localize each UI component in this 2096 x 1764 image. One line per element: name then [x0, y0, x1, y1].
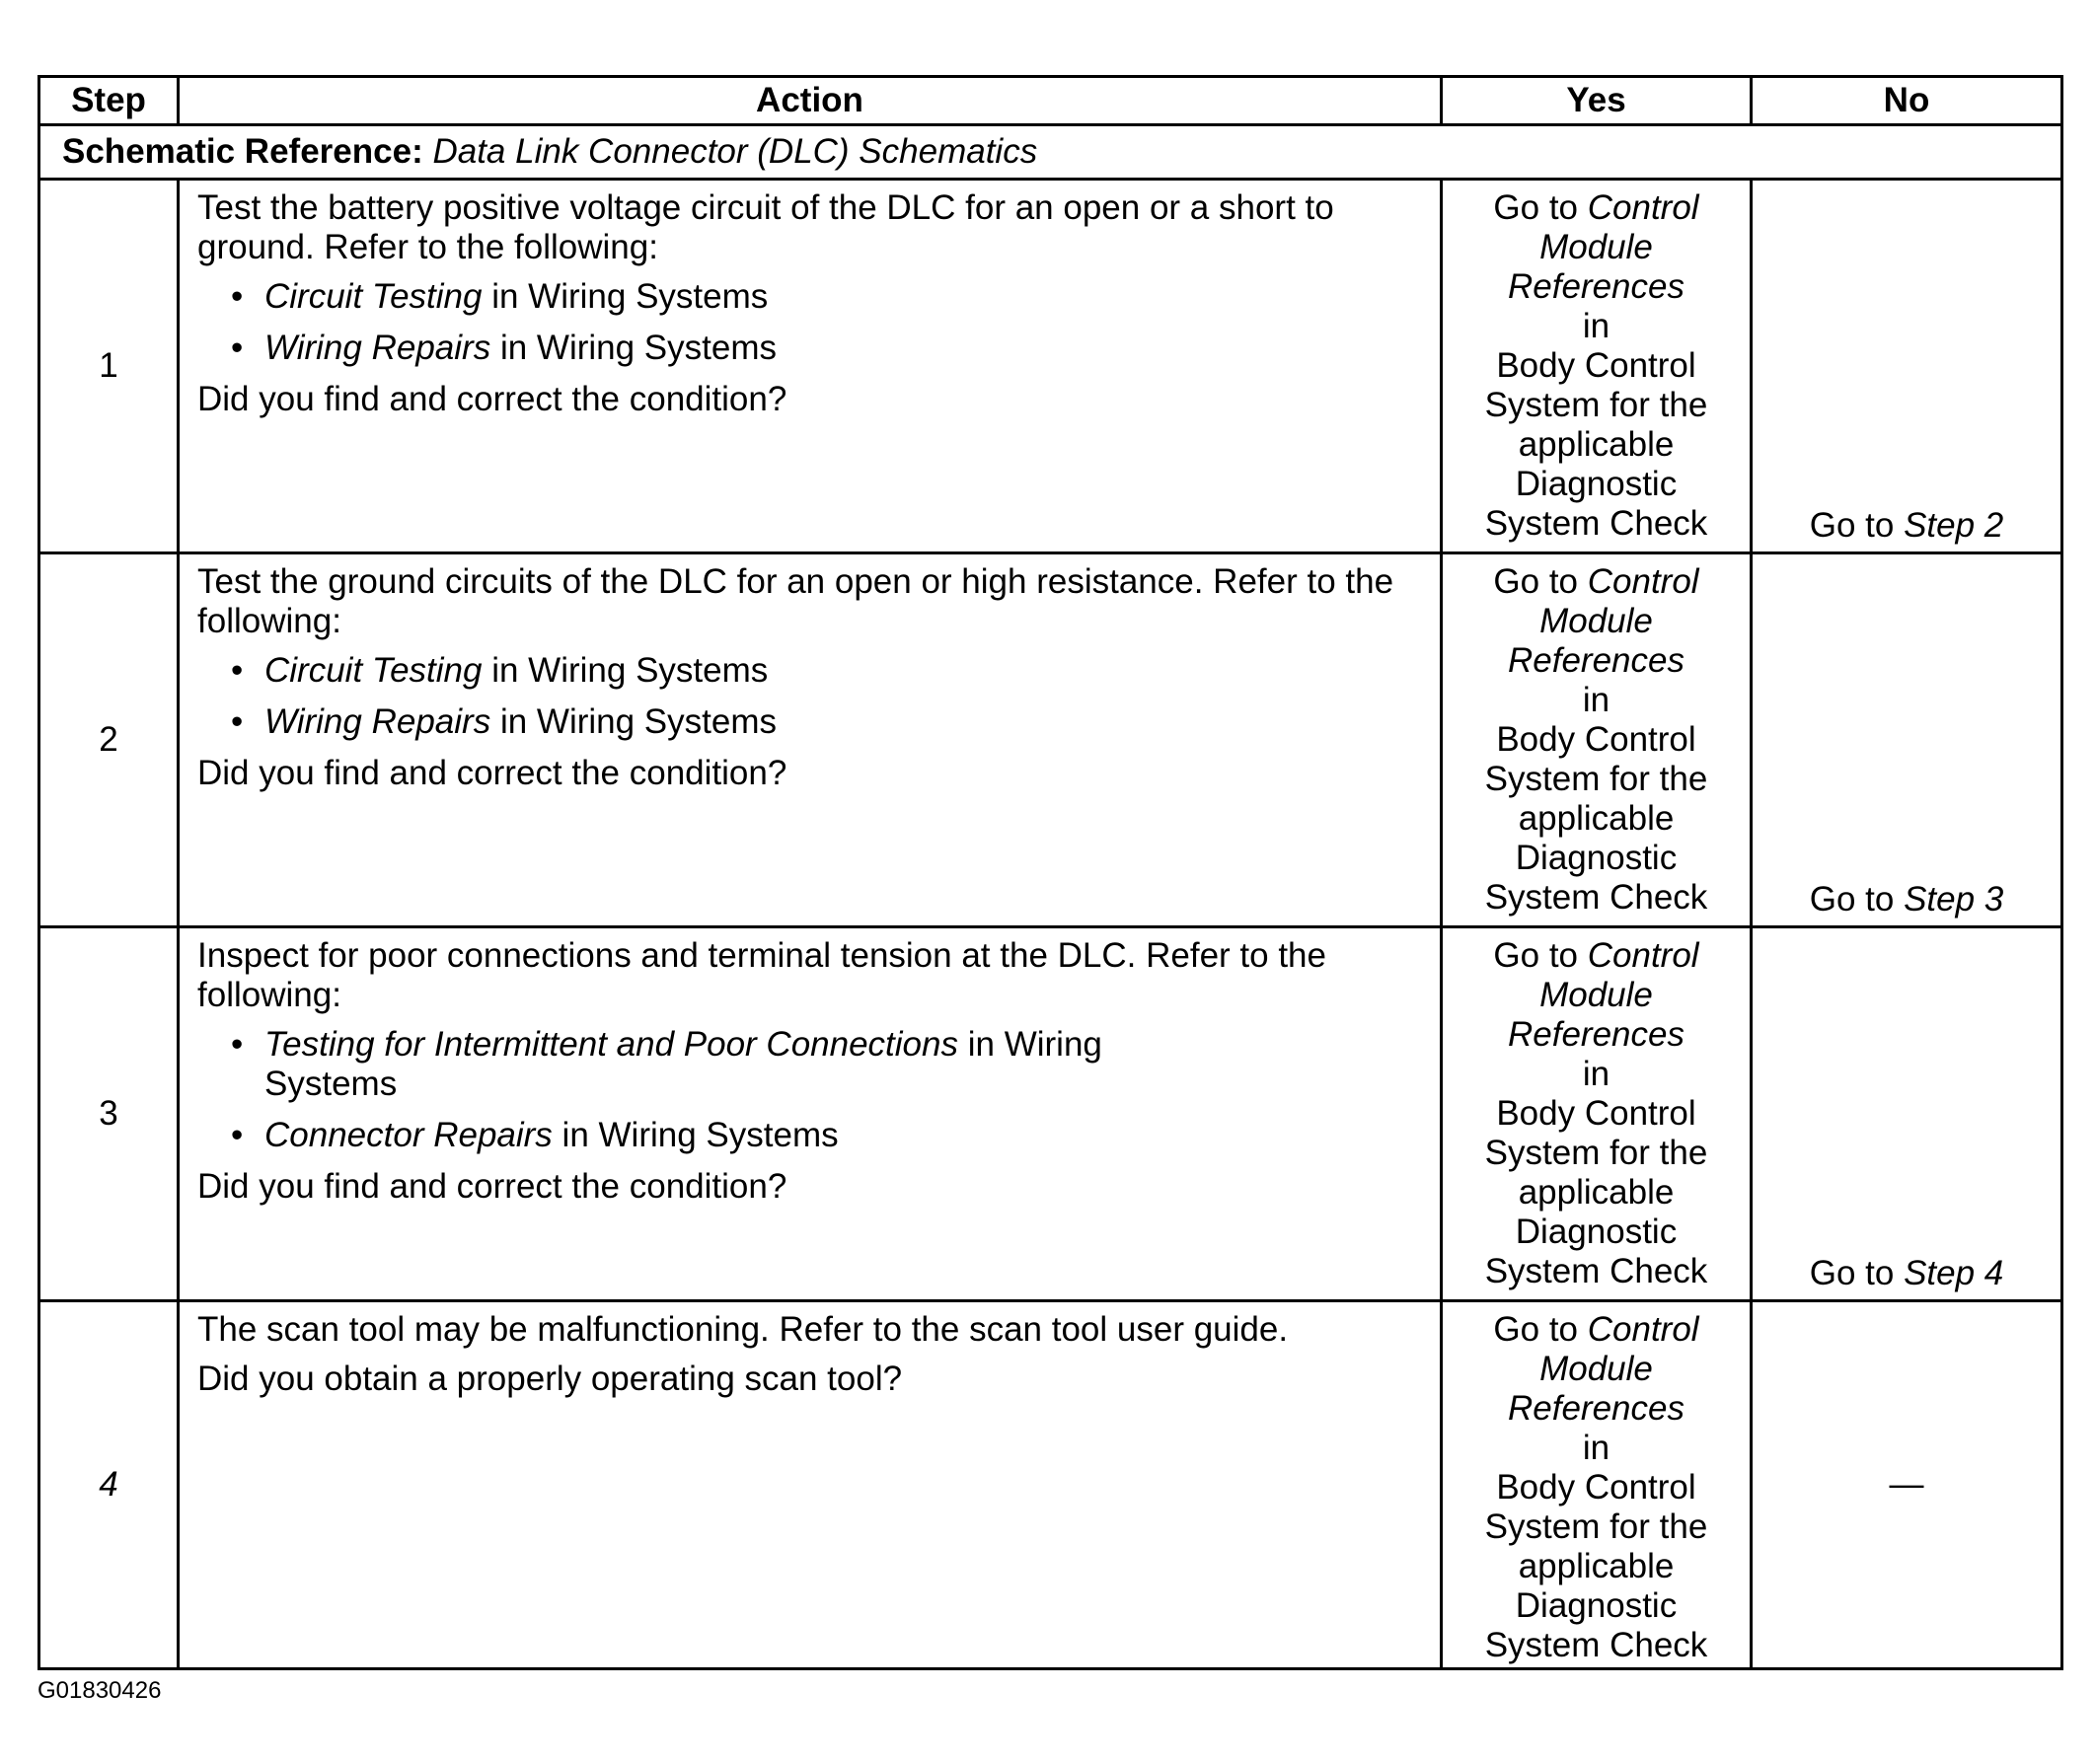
yes-cell	[1442, 927, 1752, 1301]
no-step-link: Step 2	[1904, 506, 2004, 545]
reference-location: in Wiring Systems	[499, 702, 777, 741]
no-cell	[1752, 180, 2062, 553]
yes-in: in	[1582, 1429, 1610, 1467]
reference-title: Testing for Intermittent and Poor Connections	[264, 1025, 958, 1064]
yes-diagnostic: Diagnostic	[1515, 839, 1678, 877]
reference-title: Connector Repairs	[264, 1116, 553, 1154]
header-action: Action	[179, 77, 1442, 125]
yes-system-check: System Check	[1484, 1626, 1708, 1664]
yes-control: Control	[1587, 188, 1699, 227]
yes-module: Module	[1539, 228, 1653, 266]
reference-item	[264, 1025, 1153, 1104]
yes-in: in	[1582, 681, 1610, 719]
yes-go-to: Go to	[1493, 562, 1579, 601]
yes-system-check: System Check	[1484, 504, 1708, 543]
diagnostic-table	[37, 75, 2063, 1670]
yes-body-control: Body Control	[1496, 720, 1696, 759]
header-yes: Yes	[1442, 77, 1752, 125]
yes-module: Module	[1539, 602, 1653, 640]
reference-item	[264, 651, 1420, 691]
yes-system-for-the: System for the	[1484, 760, 1708, 798]
yes-body-control: Body Control	[1496, 1094, 1696, 1133]
action-intro: The scan tool may be malfunctioning. Refer to the scan tool user guide.	[197, 1310, 1289, 1349]
schematic-reference-document: Data Link Connector (DLC) Schematics	[432, 132, 1038, 171]
yes-control: Control	[1587, 1310, 1699, 1349]
action-cell	[179, 927, 1442, 1301]
yes-system-check: System Check	[1484, 1252, 1708, 1290]
no-go-to: Go to	[1809, 880, 1895, 919]
action-cell	[179, 553, 1442, 927]
reference-location: in Wiring Systems	[561, 1116, 839, 1154]
reference-location: in Wiring Systems	[264, 1025, 1102, 1103]
reference-list	[197, 277, 1420, 368]
yes-references: References	[1508, 267, 1684, 306]
yes-cell	[1442, 553, 1752, 927]
action-question: Did you find and correct the condition?	[197, 1167, 787, 1206]
yes-control: Control	[1587, 562, 1699, 601]
reference-title: Wiring Repairs	[264, 702, 491, 741]
yes-go-to: Go to	[1493, 936, 1579, 975]
reference-title: Circuit Testing	[264, 277, 483, 316]
yes-module: Module	[1539, 976, 1653, 1014]
yes-diagnostic: Diagnostic	[1515, 465, 1678, 503]
action-cell	[179, 1301, 1442, 1669]
reference-location: in Wiring Systems	[491, 651, 769, 690]
yes-in: in	[1582, 307, 1610, 345]
step-row-1	[39, 180, 2062, 553]
reference-list	[197, 651, 1420, 742]
step-row-3	[39, 927, 2062, 1301]
yes-system-for-the: System for the	[1484, 1507, 1708, 1546]
no-cell	[1752, 553, 2062, 927]
no-go-to: Go to	[1809, 1254, 1895, 1292]
action-question: Did you find and correct the condition?	[197, 754, 787, 792]
yes-system-check: System Check	[1484, 878, 1708, 917]
yes-applicable: applicable	[1518, 425, 1675, 464]
action-intro: Test the ground circuits of the DLC for an open or high resistance. Refer to the following:	[197, 562, 1394, 640]
schematic-reference-row	[39, 125, 2062, 180]
yes-control: Control	[1587, 936, 1699, 975]
schematic-reference	[39, 125, 2062, 180]
reference-item	[264, 1116, 1420, 1155]
action-question: Did you find and correct the condition?	[197, 380, 787, 418]
reference-title: Circuit Testing	[264, 651, 483, 690]
reference-item	[264, 329, 1420, 368]
reference-list	[197, 1025, 1420, 1155]
step-number: 2	[39, 553, 179, 927]
action-intro: Inspect for poor connections and terminal tension at the DLC. Refer to the following:	[197, 936, 1326, 1014]
no-cell	[1752, 927, 2062, 1301]
reference-location: in Wiring Systems	[499, 329, 777, 367]
yes-diagnostic: Diagnostic	[1515, 1586, 1678, 1625]
yes-system-for-the: System for the	[1484, 1134, 1708, 1172]
step-number: 4	[39, 1301, 179, 1669]
yes-applicable: applicable	[1518, 799, 1675, 838]
header-no: No	[1752, 77, 2062, 125]
schematic-reference-label: Schematic Reference:	[62, 132, 423, 171]
yes-applicable: applicable	[1518, 1547, 1675, 1585]
yes-body-control: Body Control	[1496, 346, 1696, 385]
no-step-link: Step 4	[1904, 1254, 2004, 1292]
header-step: Step	[39, 77, 179, 125]
action-intro: Test the battery positive voltage circuit of the DLC for an open or a short to ground. Refer to the following:	[197, 188, 1334, 266]
yes-in: in	[1582, 1055, 1610, 1093]
reference-item	[264, 702, 1420, 742]
yes-diagnostic: Diagnostic	[1515, 1213, 1678, 1251]
header-row	[39, 77, 2062, 125]
step-row-2	[39, 553, 2062, 927]
yes-go-to: Go to	[1493, 1310, 1579, 1349]
yes-references: References	[1508, 1015, 1684, 1054]
action-question: Did you obtain a properly operating scan tool?	[197, 1360, 903, 1398]
step-number: 3	[39, 927, 179, 1301]
action-cell	[179, 180, 1442, 553]
yes-cell	[1442, 180, 1752, 553]
yes-cell	[1442, 1301, 1752, 1669]
step-number: 1	[39, 180, 179, 553]
no-cell: —	[1752, 1301, 2062, 1669]
step-row-4	[39, 1301, 2062, 1669]
yes-module: Module	[1539, 1350, 1653, 1388]
yes-references: References	[1508, 641, 1684, 680]
no-go-to: Go to	[1809, 506, 1895, 545]
yes-references: References	[1508, 1389, 1684, 1428]
yes-applicable: applicable	[1518, 1173, 1675, 1212]
reference-item	[264, 277, 1420, 317]
no-step-link: Step 3	[1904, 880, 2004, 919]
figure-id: G01830426	[37, 1677, 162, 1704]
yes-system-for-the: System for the	[1484, 386, 1708, 424]
yes-body-control: Body Control	[1496, 1468, 1696, 1507]
reference-location: in Wiring Systems	[491, 277, 769, 316]
yes-go-to: Go to	[1493, 188, 1579, 227]
reference-title: Wiring Repairs	[264, 329, 491, 367]
